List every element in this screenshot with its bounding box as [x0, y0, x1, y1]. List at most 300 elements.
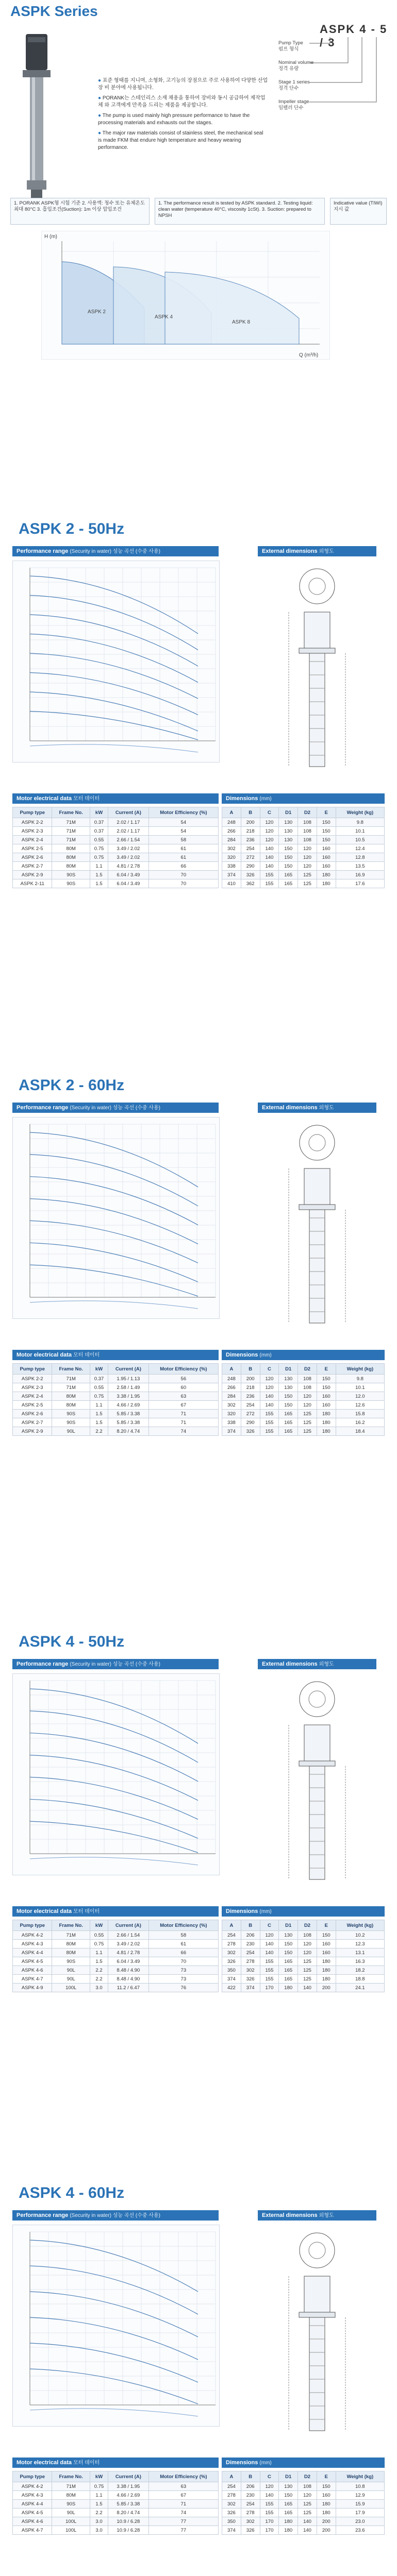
- table-cell: 90S: [52, 2500, 90, 2509]
- table-row: [222, 879, 385, 888]
- table-cell: 6.04 / 3.49: [108, 871, 149, 879]
- motor-data-bar: [12, 2458, 219, 2468]
- intro-line: PORANK는 스테인리스 소재 채용을 통하여 장비와 동시 공급하여 제작업체 와 고객에게 만족을 드리는 제품을 제공합니다.: [98, 95, 266, 108]
- table-cell: 11.2 / 6.47: [108, 1984, 149, 1992]
- table-cell: 320: [222, 853, 241, 862]
- table-header-cell: kW: [90, 807, 108, 818]
- table-cell: 254: [241, 844, 260, 853]
- table-row: [13, 844, 219, 853]
- table-row: [13, 1966, 219, 1975]
- table-row: [13, 879, 219, 888]
- table-cell: 3.38 / 1.95: [108, 1392, 149, 1401]
- table-cell: 0.75: [90, 853, 108, 862]
- table-cell: 230: [241, 1940, 260, 1948]
- table-cell: 0.55: [90, 1931, 108, 1940]
- table-cell: 77: [148, 2517, 218, 2526]
- external-dimensions-bar: [258, 1103, 376, 1113]
- performance-range-label: Performance range: [16, 1105, 69, 1111]
- table-row: [13, 1948, 219, 1957]
- dimensions-sub: (mm): [259, 796, 272, 802]
- motor-table-wrap: [12, 1363, 219, 1436]
- table-cell: 9.8: [336, 818, 384, 827]
- hq-curve: [30, 2292, 198, 2337]
- table-cell: 1.1: [90, 1948, 108, 1957]
- flange-top-view: [300, 2233, 335, 2268]
- table-cell: 160: [317, 844, 336, 853]
- table-cell: 1.5: [90, 1418, 108, 1427]
- table-cell: 350: [222, 1966, 241, 1975]
- flange-top-view: [300, 569, 335, 604]
- table-row: [222, 1940, 385, 1948]
- spec-section: [0, 1633, 397, 2169]
- pump-column: [309, 2317, 325, 2431]
- table-row: [13, 1418, 219, 1427]
- table-header-cell: Frame No.: [52, 1920, 90, 1931]
- table-cell: 2.2: [90, 1966, 108, 1975]
- performance-range-label: Performance range: [16, 548, 69, 554]
- table-cell: 70: [148, 871, 218, 879]
- hq-curve: [30, 1777, 198, 1819]
- table-cell: 218: [241, 827, 260, 836]
- table-cell: 120: [298, 1948, 317, 1957]
- table-cell: 150: [317, 818, 336, 827]
- table-cell: 90S: [52, 879, 90, 888]
- table-cell: 10.9 / 6.28: [108, 2517, 149, 2526]
- table-cell: 125: [298, 879, 317, 888]
- table-cell: ASPK 4-2: [13, 2482, 52, 2491]
- table-cell: 58: [148, 836, 218, 844]
- table-row: [222, 2491, 385, 2500]
- dimensions-sub: (mm): [259, 1352, 272, 1358]
- table-row: [222, 836, 385, 844]
- table-cell: 150: [279, 1401, 298, 1410]
- table-cell: 12.8: [336, 853, 384, 862]
- table-cell: ASPK 2-9: [13, 871, 52, 879]
- table-cell: 80M: [52, 1392, 90, 1401]
- table-cell: 150: [279, 1948, 298, 1957]
- table-cell: 108: [298, 1931, 317, 1940]
- table-cell: 422: [222, 1984, 241, 1992]
- performance-range-sub: (Security in water) 성능 곡선 (수중 사용): [70, 1105, 160, 1111]
- hq-curve: [30, 634, 198, 683]
- table-cell: 180: [317, 1410, 336, 1418]
- table-header-cell: Pump type: [13, 1920, 52, 1931]
- spec-section: [0, 1077, 397, 1613]
- table-row: [222, 853, 385, 862]
- table-row: [13, 836, 219, 844]
- table-cell: 180: [317, 1966, 336, 1975]
- table-cell: 155: [260, 1410, 279, 1418]
- table-cell: 9.8: [336, 1375, 384, 1383]
- table-cell: 2.2: [90, 2509, 108, 2517]
- table-row: [13, 1931, 219, 1940]
- table-cell: 140: [260, 2491, 279, 2500]
- table-row: [222, 2526, 385, 2535]
- table-header-row: [222, 1364, 385, 1375]
- hq-curve: [30, 1711, 198, 1762]
- table-cell: 71M: [52, 2482, 90, 2491]
- table-cell: ASPK 2-5: [13, 1401, 52, 1410]
- table-cell: ASPK 4-7: [13, 2526, 52, 2535]
- motor-data-label: Motor electrical data: [16, 795, 72, 802]
- table-cell: 71M: [52, 1383, 90, 1392]
- table-cell: 4.66 / 2.69: [108, 2491, 149, 2500]
- motor-data-sub: 모터 데이터: [73, 1909, 100, 1914]
- table-header-cell: A: [222, 807, 241, 818]
- table-header-cell: D2: [298, 1920, 317, 1931]
- table-cell: 12.3: [336, 1940, 384, 1948]
- flange-inner: [309, 1134, 325, 1151]
- table-cell: 10.1: [336, 827, 384, 836]
- table-cell: 120: [260, 1375, 279, 1383]
- table-cell: 67: [148, 1401, 218, 1410]
- notes-row: [10, 198, 387, 227]
- table-row: [13, 853, 219, 862]
- table-cell: 180: [317, 2509, 336, 2517]
- table-cell: 150: [317, 827, 336, 836]
- external-dimensions-bar: [258, 1659, 376, 1669]
- table-cell: 10.9 / 6.28: [108, 2526, 149, 2535]
- overview-label-aspk2: ASPK 2: [88, 309, 106, 315]
- table-cell: 16.2: [336, 1418, 384, 1427]
- external-dimensions-sub: 외형도: [319, 1662, 334, 1667]
- table-cell: 266: [222, 827, 241, 836]
- table-cell: 108: [298, 818, 317, 827]
- spec-section: [0, 520, 397, 1056]
- flange-top-view: [300, 1125, 335, 1160]
- table-row: [222, 1375, 385, 1383]
- table-cell: 290: [241, 862, 260, 871]
- table-cell: ASPK 4-5: [13, 1957, 52, 1966]
- table-cell: 130: [279, 1375, 298, 1383]
- table-cell: 24.1: [336, 1984, 384, 1992]
- table-cell: 254: [222, 2482, 241, 2491]
- table-cell: 100L: [52, 1984, 90, 1992]
- pump-column: [309, 1210, 325, 1323]
- table-cell: 165: [279, 879, 298, 888]
- table-cell: 71: [148, 2500, 218, 2509]
- table-cell: 3.0: [90, 2526, 108, 2535]
- table-cell: 16.9: [336, 871, 384, 879]
- table-cell: 0.75: [90, 1392, 108, 1401]
- table-cell: 90L: [52, 2509, 90, 2517]
- table-cell: 254: [241, 2500, 260, 2509]
- table-header-row: [222, 807, 385, 818]
- dimensions-label: Dimensions: [226, 2460, 258, 2466]
- table-cell: 73: [148, 1966, 218, 1975]
- table-cell: 120: [298, 1392, 317, 1401]
- table-header-cell: Motor Efficiency (%): [148, 1920, 218, 1931]
- legend-stage-series: Stage 1 series: [278, 79, 310, 85]
- table-header-row: [13, 807, 219, 818]
- dimensions-table: [222, 2471, 385, 2535]
- table-cell: 140: [260, 1401, 279, 1410]
- table-cell: 165: [279, 1966, 298, 1975]
- table-cell: ASPK 2-7: [13, 1418, 52, 1427]
- table-cell: 8.20 / 4.74: [108, 1427, 149, 1436]
- table-header-cell: Pump type: [13, 1364, 52, 1375]
- table-cell: 180: [279, 2526, 298, 2535]
- motor-data-label: Motor electrical data: [16, 2460, 72, 2466]
- performance-chart: [12, 1117, 221, 1320]
- table-cell: 272: [241, 853, 260, 862]
- table-row: [13, 1401, 219, 1410]
- table-cell: 4.66 / 2.69: [108, 1401, 149, 1410]
- table-cell: ASPK 2-2: [13, 1375, 52, 1383]
- table-row: [13, 1383, 219, 1392]
- table-cell: 108: [298, 1375, 317, 1383]
- hq-curve: [30, 2266, 198, 2314]
- legend-nominal-volume-ko: 정격 유량: [278, 66, 299, 72]
- legend-pump-type-ko: 펌프 형식: [278, 46, 299, 52]
- table-cell: 3.0: [90, 2517, 108, 2526]
- table-header-cell: D1: [279, 1920, 298, 1931]
- table-cell: 1.5: [90, 879, 108, 888]
- table-header-cell: Motor Efficiency (%): [148, 1364, 218, 1375]
- table-cell: 100L: [52, 2526, 90, 2535]
- table-cell: ASPK 2-2: [13, 818, 52, 827]
- table-row: [222, 1383, 385, 1392]
- table-row: [13, 2517, 219, 2526]
- table-header-cell: Current (A): [108, 1920, 149, 1931]
- table-cell: 120: [260, 827, 279, 836]
- table-row: [222, 862, 385, 871]
- table-header-cell: D2: [298, 1364, 317, 1375]
- table-cell: 125: [298, 1966, 317, 1975]
- table-row: [13, 1940, 219, 1948]
- table-row: [222, 2517, 385, 2526]
- table-cell: 254: [222, 1931, 241, 1940]
- motor-body: [304, 1725, 330, 1761]
- table-cell: 2.66 / 1.54: [108, 1931, 149, 1940]
- table-cell: 160: [317, 1948, 336, 1957]
- dimensions-label: Dimensions: [226, 795, 258, 802]
- table-cell: 165: [279, 1975, 298, 1984]
- table-cell: 140: [260, 1940, 279, 1948]
- table-cell: 160: [317, 1401, 336, 1410]
- motor-table-wrap: [12, 1920, 219, 1992]
- table-cell: 74: [148, 2509, 218, 2517]
- table-cell: 10.8: [336, 2482, 384, 2491]
- table-cell: 150: [279, 853, 298, 862]
- dimensions-table-wrap: [222, 2471, 385, 2535]
- table-cell: 130: [279, 836, 298, 844]
- table-header-cell: A: [222, 1364, 241, 1375]
- table-cell: ASPK 4-7: [13, 1975, 52, 1984]
- table-row: [13, 1975, 219, 1984]
- table-cell: 18.4: [336, 1427, 384, 1436]
- table-row: [222, 1427, 385, 1436]
- table-cell: 278: [222, 1940, 241, 1948]
- intro-line: The major raw materials consist of stainless steel, the mechanical seal is made FKM that endure high temperature and heavy wearing performance.: [98, 130, 263, 150]
- table-cell: 155: [260, 1966, 279, 1975]
- table-cell: 290: [241, 1418, 260, 1427]
- table-cell: 120: [298, 1401, 317, 1410]
- table-cell: 155: [260, 2509, 279, 2517]
- table-cell: 206: [241, 1931, 260, 1940]
- motor-data-label: Motor electrical data: [16, 1352, 72, 1358]
- table-cell: 326: [241, 2526, 260, 2535]
- chart-grid: [30, 2232, 216, 2405]
- table-cell: 12.0: [336, 1392, 384, 1401]
- motor-body: [304, 1168, 330, 1205]
- table-header-row: [13, 1364, 219, 1375]
- performance-chart: [12, 561, 221, 764]
- table-header-cell: Weight (kg): [336, 1920, 384, 1931]
- table-cell: 16.3: [336, 1957, 384, 1966]
- motor-data-sub: 모터 데이터: [73, 1352, 100, 1358]
- motor-table: [12, 1920, 219, 1992]
- table-cell: 1.5: [90, 871, 108, 879]
- table-cell: 108: [298, 827, 317, 836]
- table-cell: 150: [317, 1931, 336, 1940]
- table-cell: 155: [260, 1957, 279, 1966]
- table-cell: 5.85 / 3.38: [108, 1418, 149, 1427]
- table-cell: 160: [317, 1940, 336, 1948]
- table-cell: 150: [279, 844, 298, 853]
- table-cell: 125: [298, 2500, 317, 2509]
- table-cell: 374: [222, 871, 241, 879]
- overview-y-axis-label: H (m): [44, 234, 57, 240]
- table-cell: 120: [298, 2491, 317, 2500]
- table-cell: 165: [279, 871, 298, 879]
- table-cell: ASPK 4-9: [13, 1984, 52, 1992]
- table-cell: 61: [148, 1940, 218, 1948]
- table-row: [222, 827, 385, 836]
- table-header-row: [13, 1920, 219, 1931]
- table-header-row: [222, 2471, 385, 2482]
- table-cell: 248: [222, 818, 241, 827]
- table-cell: 150: [279, 1392, 298, 1401]
- table-cell: 12.6: [336, 1401, 384, 1410]
- table-cell: 80M: [52, 1401, 90, 1410]
- table-cell: 374: [222, 2526, 241, 2535]
- table-cell: 200: [241, 818, 260, 827]
- table-header-cell: B: [241, 807, 260, 818]
- table-cell: 200: [317, 2517, 336, 2526]
- section-title: ASPK 4 - 50Hz: [19, 1633, 125, 1650]
- table-cell: 125: [298, 1418, 317, 1427]
- table-cell: 180: [279, 1984, 298, 1992]
- hq-curve: [30, 1265, 198, 1296]
- hq-curve: [30, 711, 198, 740]
- table-cell: 71: [148, 1410, 218, 1418]
- motor-table-wrap: [12, 807, 219, 888]
- table-cell: 155: [260, 1427, 279, 1436]
- table-cell: 326: [241, 1975, 260, 1984]
- table-cell: 165: [279, 2500, 298, 2509]
- table-cell: 2.2: [90, 1427, 108, 1436]
- external-dimensions-label: External dimensions: [262, 548, 318, 554]
- table-cell: 3.49 / 2.02: [108, 844, 149, 853]
- table-cell: ASPK 4-5: [13, 2509, 52, 2517]
- table-cell: 90L: [52, 1975, 90, 1984]
- hq-curve: [30, 1755, 198, 1801]
- motor-data-label: Motor electrical data: [16, 1908, 72, 1914]
- table-cell: 155: [260, 2500, 279, 2509]
- table-header-cell: C: [260, 1364, 279, 1375]
- table-cell: ASPK 4-4: [13, 2500, 52, 2509]
- table-cell: ASPK 2-3: [13, 827, 52, 836]
- table-cell: 140: [298, 2517, 317, 2526]
- table-header-row: [222, 1920, 385, 1931]
- mounting-flange: [299, 1761, 335, 1766]
- table-cell: 1.1: [90, 862, 108, 871]
- table-cell: 12.9: [336, 2491, 384, 2500]
- table-cell: 77: [148, 2526, 218, 2535]
- performance-range-bar: [12, 1103, 219, 1113]
- table-cell: 6.04 / 3.49: [108, 879, 149, 888]
- table-row: [13, 2509, 219, 2517]
- table-cell: 236: [241, 1392, 260, 1401]
- performance-range-bar: [12, 1659, 219, 1669]
- dimensions-table-wrap: [222, 1363, 385, 1436]
- section-title: ASPK 2 - 60Hz: [19, 1077, 125, 1094]
- table-cell: 120: [298, 853, 317, 862]
- table-cell: 100L: [52, 2517, 90, 2526]
- table-header-cell: kW: [90, 1364, 108, 1375]
- table-cell: 155: [260, 1975, 279, 1984]
- table-header-cell: Current (A): [108, 807, 149, 818]
- intro-line: 표준 형태를 지니며, 소형화, 고기능의 장점으로 주로 사용하여 다양한 산업 장 비 분야에 사용됩니다.: [98, 78, 268, 91]
- table-cell: 165: [279, 1957, 298, 1966]
- external-dimensions-sub: 외형도: [319, 1105, 334, 1111]
- flange-inner: [309, 1691, 325, 1707]
- dimensions-sub: (mm): [259, 2460, 272, 2466]
- table-cell: 8.20 / 4.74: [108, 2509, 149, 2517]
- table-cell: 254: [241, 1401, 260, 1410]
- table-cell: 150: [279, 1940, 298, 1948]
- section-title: ASPK 2 - 50Hz: [19, 520, 125, 537]
- table-row: [222, 1975, 385, 1984]
- overview-chart: [41, 231, 330, 360]
- table-cell: 150: [317, 1383, 336, 1392]
- dimensions-label: Dimensions: [226, 1908, 258, 1914]
- table-cell: ASPK 2-11: [13, 879, 52, 888]
- table-cell: 150: [279, 862, 298, 871]
- table-cell: 67: [148, 2491, 218, 2500]
- table-cell: 23.6: [336, 2526, 384, 2535]
- table-row: [222, 1418, 385, 1427]
- table-cell: 160: [317, 2491, 336, 2500]
- table-cell: 90L: [52, 1427, 90, 1436]
- table-cell: 70: [148, 1957, 218, 1966]
- hq-curve: [30, 576, 198, 634]
- table-cell: 374: [222, 1975, 241, 1984]
- table-cell: 254: [241, 1948, 260, 1957]
- table-cell: 3.49 / 2.02: [108, 1940, 149, 1948]
- table-cell: 10.1: [336, 1383, 384, 1392]
- table-cell: 130: [279, 1383, 298, 1392]
- table-cell: 1.5: [90, 1957, 108, 1966]
- note-korean: 1. PORANK ASPK형 시험 기준 2. 사용액: 청수 또는 유체온도 최대 80°C 3. 흡입조건(Suction): 1m 이상 압입조건: [10, 198, 150, 225]
- table-header-cell: E: [317, 2471, 336, 2482]
- series-title: ASPK Series: [10, 3, 98, 19]
- table-cell: 326: [222, 2509, 241, 2517]
- table-cell: 15.9: [336, 2500, 384, 2509]
- table-cell: 63: [148, 2482, 218, 2491]
- table-cell: ASPK 2-6: [13, 853, 52, 862]
- table-row: [13, 1392, 219, 1401]
- table-cell: 150: [317, 1375, 336, 1383]
- dimensions-table-wrap: [222, 1920, 385, 1992]
- table-cell: 140: [298, 1984, 317, 1992]
- table-row: [13, 2482, 219, 2491]
- table-row: [222, 1931, 385, 1940]
- external-dimensions-sub: 외형도: [319, 2213, 334, 2218]
- table-cell: 0.55: [90, 1383, 108, 1392]
- legend-nominal-volume: Nominal volume: [278, 60, 314, 65]
